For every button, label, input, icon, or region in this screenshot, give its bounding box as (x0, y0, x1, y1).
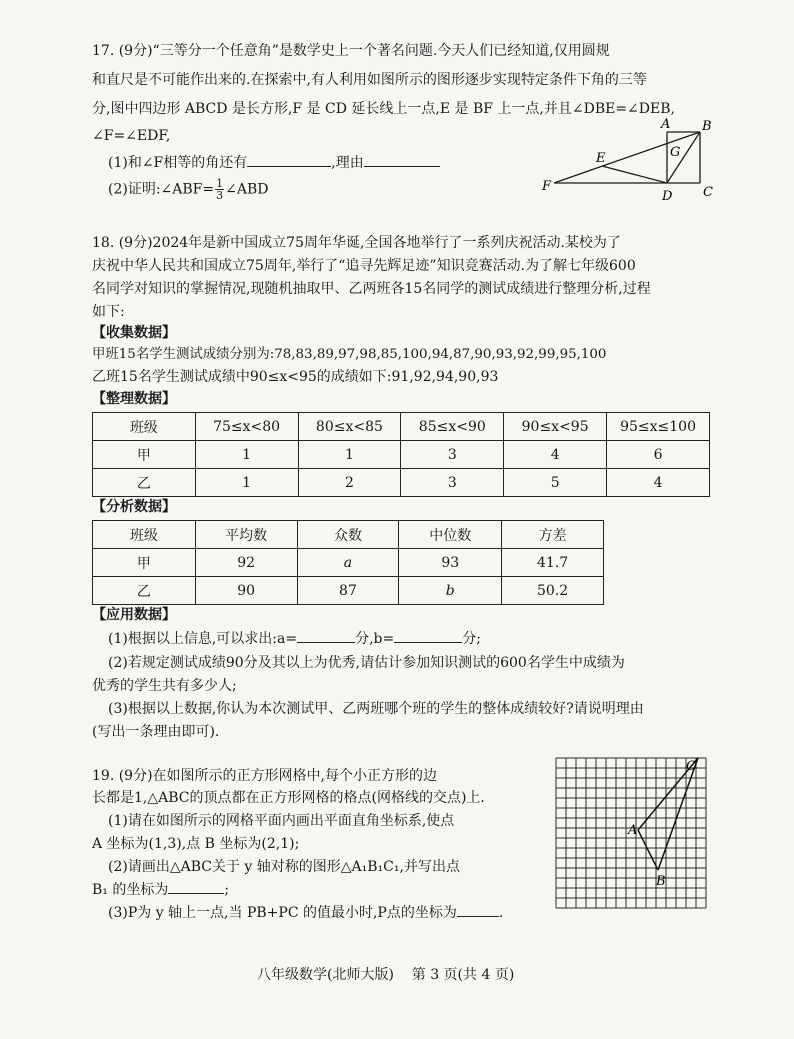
header-cell: 85≤x<90 (401, 413, 504, 441)
header-cell: 90≤x<95 (504, 413, 607, 441)
table-cell: 甲 (93, 549, 196, 577)
table-cell: 6 (607, 441, 710, 469)
label-F: F (542, 179, 552, 194)
table-cell: 2 (298, 469, 401, 497)
q19-line-2: 长都是1,△ABC的顶点都在正方形网格的格点(网格线的交点)上. (92, 790, 485, 806)
label-E: E (596, 151, 606, 166)
table-cell: 5 (504, 469, 607, 497)
q19-grid-figure (552, 754, 712, 914)
grid-label-C: C (686, 759, 696, 774)
header-cell: 95≤x≤100 (607, 413, 710, 441)
q17-part-1-text: (1)和∠F相等的角还有 (108, 155, 248, 171)
collect-data-heading: 【收集数据】 (92, 325, 176, 341)
q18-apply-1-mid: 分,b= (355, 631, 395, 647)
q19-part-2-text: B₁ 的坐标为 (92, 882, 169, 898)
q17-line-3: 分,图中四边形 ABCD 是长方形,F 是 CD 延长线上一点,E 是 BF 上一点,并且∠DBE=∠DEB, (92, 101, 675, 117)
table-cell: 92 (195, 549, 297, 577)
header-cell: 班级 (93, 521, 196, 549)
table-cell: 甲 (93, 441, 196, 469)
table-cell: 3 (401, 469, 504, 497)
apply-data-heading: 【应用数据】 (92, 607, 176, 623)
class-jia-scores: 甲班15名学生测试成绩分别为:78,83,89,97,98,85,100,94,87,90,93,92,99,95,100 (92, 347, 607, 362)
frequency-table (92, 412, 710, 497)
fraction-denominator: 3 (216, 189, 224, 202)
header-cell: 方差 (502, 521, 604, 549)
q17-part-1 (108, 152, 440, 174)
header-cell: 平均数 (195, 521, 297, 549)
fraction-numerator: 1 (216, 177, 224, 190)
q19-part-2-line-1: (2)请画出△ABC关于 y 轴对称的图形△A₁B₁C₁,并写出点 (108, 859, 460, 875)
q17-part-2-angle: ∠ABD (225, 181, 269, 198)
organize-data-heading: 【整理数据】 (92, 391, 176, 407)
page-footer (257, 964, 514, 984)
header-cell: 中位数 (399, 521, 502, 549)
q19-part-2-line-2 (92, 879, 229, 901)
answer-blank-a[interactable] (297, 628, 355, 643)
answer-blank-p[interactable] (457, 902, 499, 917)
label-A: A (661, 117, 671, 132)
q19-line-1: 19. (9分)在如图所示的正方形网格中,每个小正方形的边 (92, 768, 437, 784)
table-cell: 41.7 (502, 549, 604, 577)
table-header-row (93, 521, 604, 549)
q18-apply-1-end: 分; (462, 631, 481, 647)
q18-apply-1-text: (1)根据以上信息,可以求出:a= (108, 631, 298, 647)
table-cell: a (297, 549, 399, 577)
table-header-row (93, 413, 710, 441)
label-G: G (670, 145, 681, 160)
table-cell: 乙 (93, 469, 196, 497)
label-C: C (703, 185, 713, 200)
statistics-table (92, 520, 604, 605)
table-cell: 乙 (93, 577, 196, 605)
q17-part-2 (108, 178, 268, 201)
q17-line-2: 和直尺是不可能作出来的.在探索中,有人利用如图所示的图形逐步实现特定条件下角的三等 (92, 72, 647, 88)
header-cell: 75≤x<80 (195, 413, 298, 441)
footer-subject: 八年级数学(北师大版) (257, 967, 394, 983)
segment-ED (602, 166, 667, 183)
table-cell: 4 (504, 441, 607, 469)
q17-part-1-reason: ,理由 (331, 155, 364, 171)
q18-apply-3-line-2: (写出一条理由即可). (92, 724, 220, 740)
label-D: D (662, 189, 673, 204)
q18-line-3: 名同学对知识的掌握情况,现随机抽取甲、乙两班各15名同学的测试成绩进行整理分析,过程 (92, 281, 651, 297)
header-cell: 众数 (297, 521, 399, 549)
grid-label-A: A (628, 823, 638, 838)
q17-part-2-text: (2)证明:∠ABF= (108, 181, 215, 198)
q19-part-1-line-1: (1)请在如图所示的网格平面内画出平面直角坐标系,使点 (108, 813, 455, 829)
table-row (93, 441, 710, 469)
table-cell: 1 (195, 469, 298, 497)
class-yi-scores: 乙班15名学生测试成绩中90≤x<95的成绩如下:91,92,94,90,93 (92, 369, 499, 385)
header-cell: 80≤x<85 (298, 413, 401, 441)
side-BC (658, 758, 698, 870)
table-row (93, 549, 604, 577)
table-cell: 1 (195, 441, 298, 469)
q18-apply-2-line-2: 优秀的学生共有多少人; (92, 678, 237, 694)
label-B: B (702, 119, 712, 134)
q18-apply-part-1 (108, 628, 481, 650)
table-cell: 93 (399, 549, 502, 577)
q17-geometry-figure (536, 114, 722, 206)
footer-page-number: 第 3 页(共 4 页) (411, 967, 515, 983)
table-cell: 90 (195, 577, 297, 605)
q17-answer-blank-1[interactable] (247, 152, 331, 167)
q18-apply-2-line-1: (2)若规定测试成绩90分及其以上为优秀,请估计参加知识测试的600名学生中成绩为 (108, 655, 625, 671)
analyze-data-heading: 【分析数据】 (92, 499, 176, 515)
table-cell: 3 (401, 441, 504, 469)
answer-blank-b1[interactable] (168, 879, 224, 894)
q17-line-4: ∠F=∠EDF, (92, 128, 171, 144)
q18-apply-3-line-1: (3)根据以上数据,你认为本次测试甲、乙两班哪个班的学生的整体成绩较好?请说明理由 (108, 701, 644, 717)
fraction-one-third (215, 178, 224, 201)
table-row (93, 469, 710, 497)
answer-blank-b[interactable] (394, 628, 462, 643)
q19-part-3-text: (3)P为 y 轴上一点,当 PB+PC 的值最小时,P点的坐标为 (108, 905, 457, 921)
table-cell: 50.2 (502, 577, 604, 605)
table-row (93, 577, 604, 605)
q18-line-4: 如下: (92, 304, 125, 320)
table-cell: 4 (607, 469, 710, 497)
q19-part-2-end: ; (224, 882, 230, 898)
q17-answer-blank-2[interactable] (364, 152, 440, 167)
table-cell: 87 (297, 577, 399, 605)
side-AB (638, 830, 658, 870)
q19-part-3-end: . (498, 905, 504, 921)
q17-line-1: 17. (9分)“三等分一个任意角”是数学史上一个著名问题.今天人们已经知道,仅用圆规 (92, 43, 610, 59)
header-cell: 班级 (93, 413, 196, 441)
q19-part-3 (108, 902, 503, 924)
q19-part-1-line-2: A 坐标为(1,3),点 B 坐标为(2,1); (92, 836, 300, 852)
table-cell: 1 (298, 441, 401, 469)
grid-label-B: B (656, 874, 666, 889)
table-cell: b (399, 577, 502, 605)
q18-line-1: 18. (9分)2024年是新中国成立75周年华诞,全国各地举行了一系列庆祝活动.某校为了 (92, 235, 621, 251)
q18-line-2: 庆祝中华人民共和国成立75周年,举行了“追寻先辉足迹”知识竞赛活动.为了解七年级600 (92, 258, 636, 274)
